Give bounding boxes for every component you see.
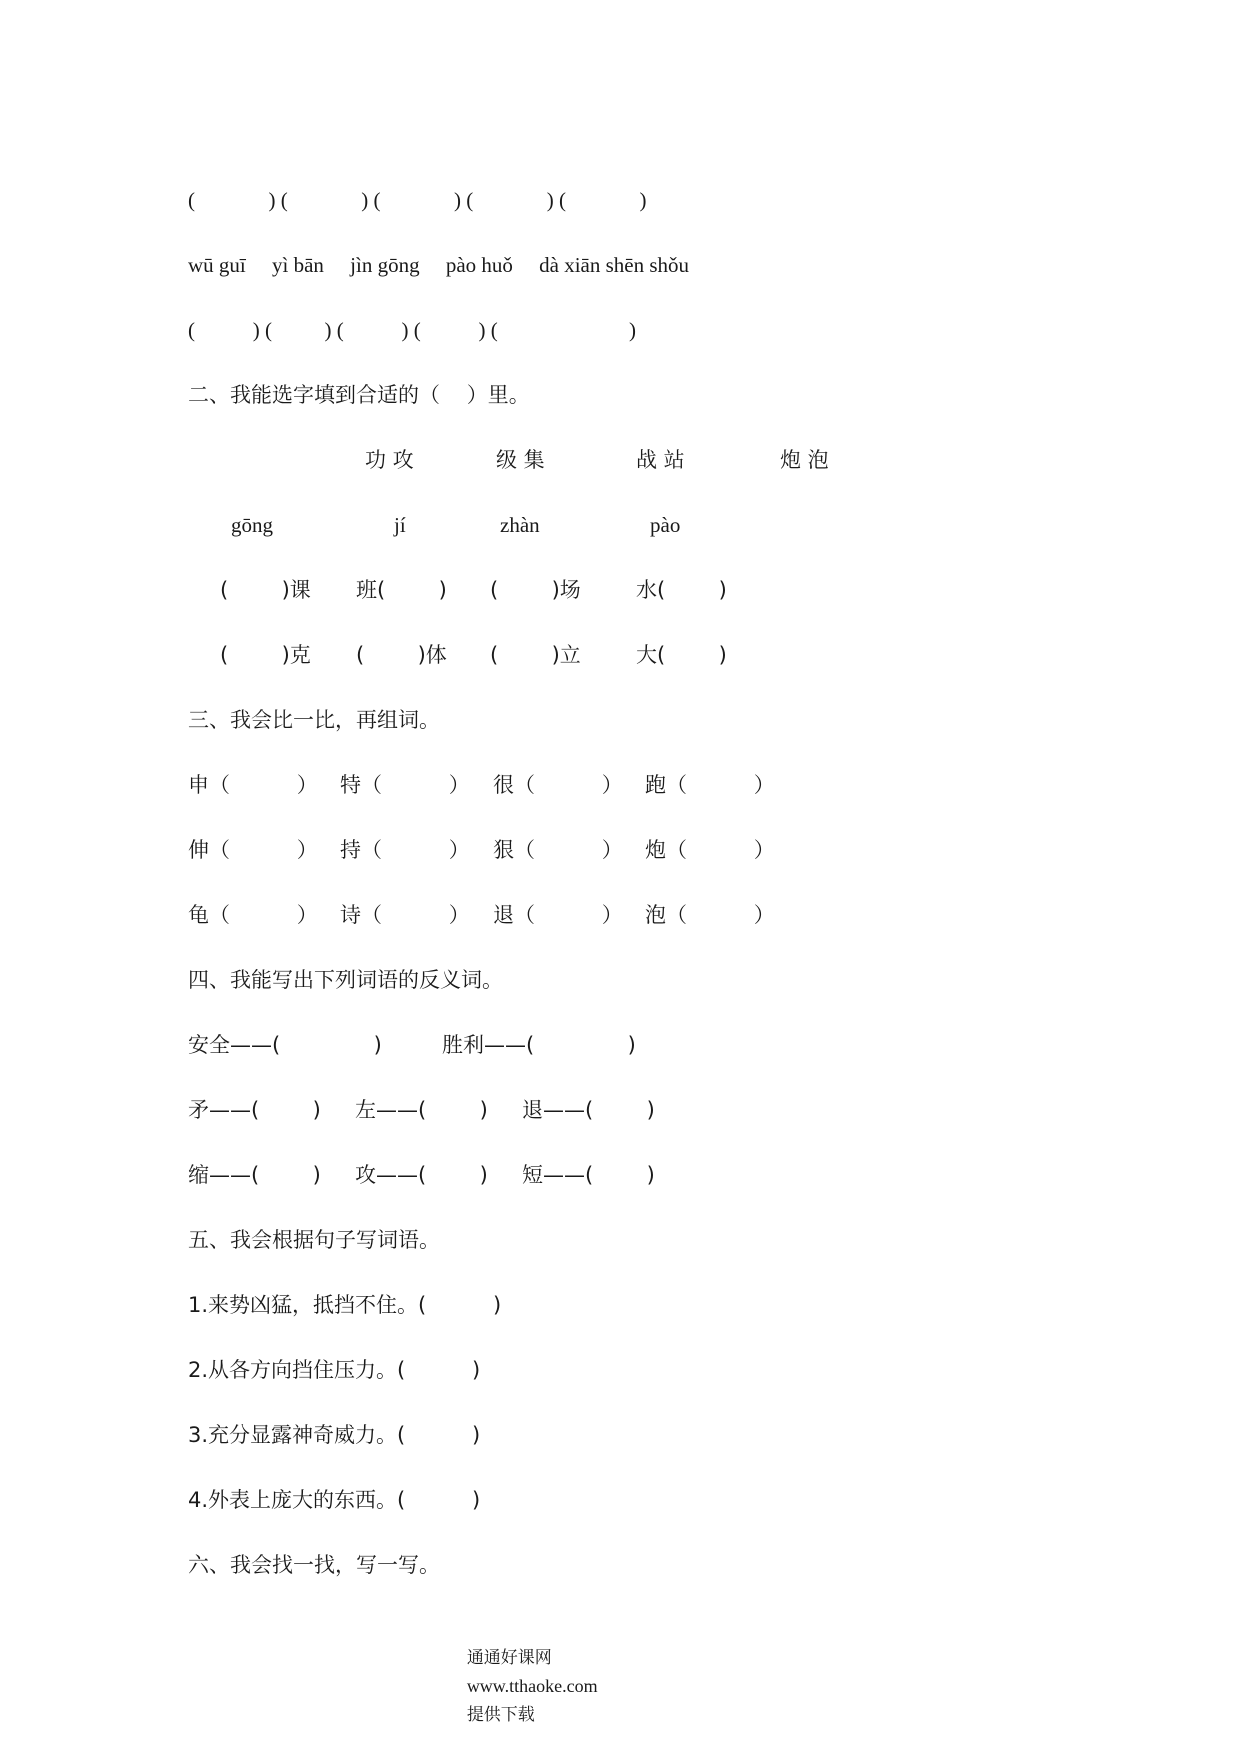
char-group-1: 功 攻	[365, 448, 414, 472]
antonym-blank[interactable]: 短——( )	[522, 1163, 655, 1187]
word-blank[interactable]: 伸（ ）	[188, 838, 318, 862]
fill-blank[interactable]: ( )体	[356, 643, 447, 667]
pinyin-zhan: zhàn	[500, 513, 540, 537]
pinyin-pao: pào	[650, 513, 681, 537]
antonym-blank[interactable]: 矛——( )	[188, 1098, 321, 1122]
sentence-item-4[interactable]: 4.外表上庞大的东西。( )	[188, 1488, 481, 1512]
fill-blank[interactable]: 大( )	[636, 643, 727, 667]
char-group-4: 炮 泡	[780, 448, 829, 472]
antonym-blank[interactable]: 胜利——( )	[442, 1033, 636, 1057]
fill-blank[interactable]: ( )克	[220, 643, 311, 667]
answer-blanks-row-2[interactable]: ( ) ( ) ( ) ( ) ( )	[188, 318, 636, 342]
footer-site-name: 通通好课网	[466, 1648, 552, 1668]
fill-blank[interactable]: ( )场	[490, 578, 581, 602]
antonym-blank[interactable]: 左——( )	[355, 1098, 488, 1122]
pinyin-ji: jí	[394, 513, 406, 537]
pinyin-gong: gōng	[231, 513, 273, 537]
antonym-blank[interactable]: 缩——( )	[188, 1163, 321, 1187]
footer-url[interactable]: www.tthaoke.com	[466, 1676, 598, 1696]
word-blank[interactable]: 狠（ ）	[493, 838, 623, 862]
word-blank[interactable]: 退（ ）	[493, 903, 623, 927]
char-group-2: 级 集	[496, 448, 545, 472]
fill-blank[interactable]: 班( )	[356, 578, 447, 602]
word-blank[interactable]: 很（ ）	[493, 773, 623, 797]
sentence-item-2[interactable]: 2.从各方向挡住压力。( )	[188, 1358, 481, 1382]
section-4-heading: 四、我能写出下列词语的反义词。	[188, 968, 503, 992]
sentence-item-1[interactable]: 1.来势凶猛，抵挡不住。( )	[188, 1293, 502, 1317]
word-blank[interactable]: 申（ ）	[188, 773, 318, 797]
answer-blanks-row-1[interactable]: ( ) ( ) ( ) ( ) ( )	[188, 188, 647, 212]
section-2-heading: 二、我能选字填到合适的（ ）里。	[188, 383, 530, 407]
antonym-blank[interactable]: 安全——( )	[188, 1033, 382, 1057]
section-3-heading: 三、我会比一比，再组词。	[188, 708, 440, 732]
fill-blank[interactable]: 水( )	[636, 578, 727, 602]
word-blank[interactable]: 泡（ ）	[645, 903, 775, 927]
footer-note: 提供下载	[466, 1705, 535, 1725]
fill-blank[interactable]: ( )课	[220, 578, 311, 602]
antonym-blank[interactable]: 攻——( )	[355, 1163, 488, 1187]
char-group-3: 战 站	[636, 448, 685, 472]
section-6-heading: 六、我会找一找，写一写。	[188, 1553, 440, 1577]
word-blank[interactable]: 跑（ ）	[645, 773, 775, 797]
word-blank[interactable]: 持（ ）	[340, 838, 470, 862]
word-blank[interactable]: 炮（ ）	[645, 838, 775, 862]
word-blank[interactable]: 诗（ ）	[340, 903, 470, 927]
word-blank[interactable]: 特（ ）	[340, 773, 470, 797]
antonym-blank[interactable]: 退——( )	[522, 1098, 655, 1122]
fill-blank[interactable]: ( )立	[490, 643, 581, 667]
pinyin-row: wū guī yì bān jìn gōng pào huǒ dà xiān shēn shǒu	[188, 253, 690, 277]
section-5-heading: 五、我会根据句子写词语。	[188, 1228, 440, 1252]
sentence-item-3[interactable]: 3.充分显露神奇威力。( )	[188, 1423, 481, 1447]
footer	[456, 1616, 598, 1729]
word-blank[interactable]: 龟（ ）	[188, 903, 318, 927]
